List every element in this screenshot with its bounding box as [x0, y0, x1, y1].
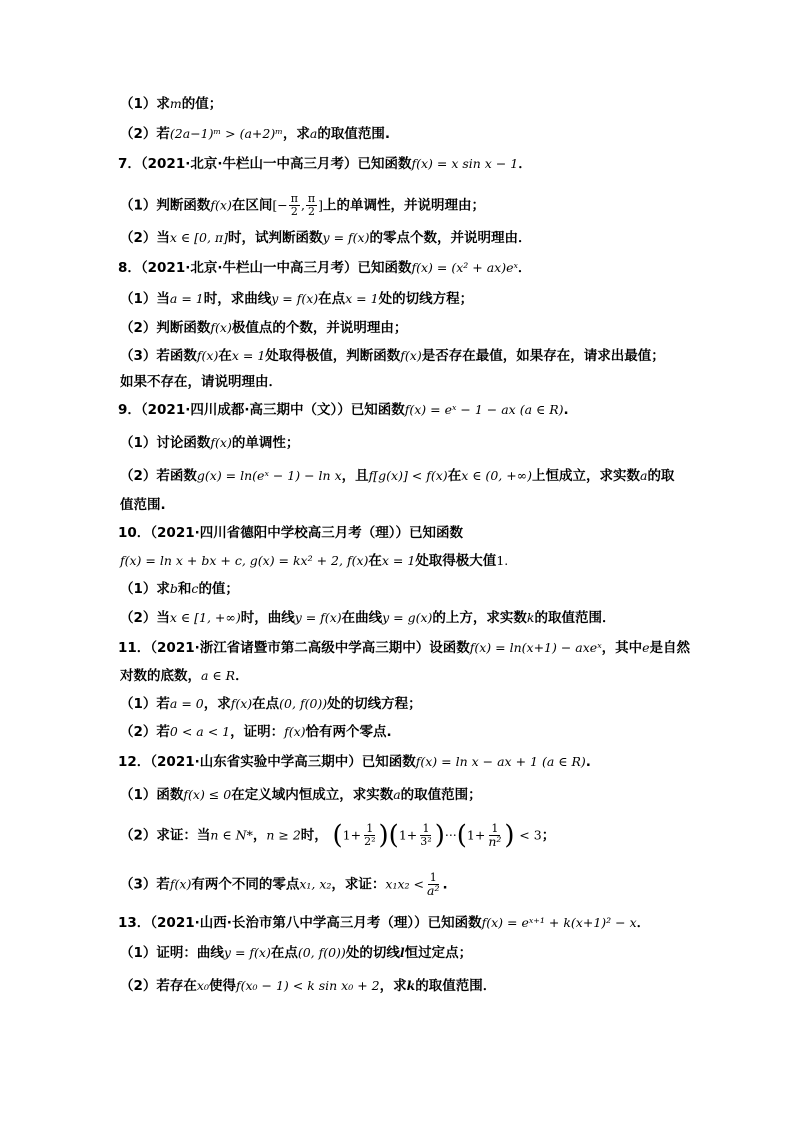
- q12-part3: [120, 872, 448, 897]
- text: 极值点的个数，并说明理由；: [231, 320, 408, 336]
- q8-part1: [120, 289, 473, 309]
- text: ，其中: [601, 640, 643, 656]
- math: a: [639, 468, 648, 483]
- question-title: 13．（2021·山西·长治市第八中学高三月考（理））已知函数: [118, 915, 482, 931]
- text: .: [563, 402, 569, 418]
- q10-part1: [120, 579, 239, 599]
- text: 在: [368, 553, 382, 569]
- text: 在区间: [231, 197, 273, 214]
- text: 的取值范围；: [400, 787, 482, 803]
- q10-function: [120, 551, 508, 571]
- text: 在: [218, 348, 232, 364]
- math: y = g(x): [382, 610, 433, 625]
- text: （2）若: [120, 126, 170, 142]
- text: 上恒成立，求实数: [531, 468, 640, 484]
- q9-part2: [120, 466, 674, 486]
- text: 是自然: [649, 640, 691, 656]
- question-title: 7．（2021·北京·牛栏山一中高三月考）已知函数: [118, 156, 412, 172]
- text: 对数的底数，: [120, 668, 201, 684]
- text: （2）当: [120, 230, 170, 246]
- text: （2）求证：当: [120, 827, 211, 844]
- text: 时，求曲线: [203, 291, 272, 307]
- math: y = f(x): [223, 945, 271, 960]
- text: （2）判断函数: [120, 320, 211, 336]
- math: x ∈ (0, +∞): [461, 468, 532, 483]
- text: .: [585, 754, 591, 770]
- q11-part1: [120, 694, 422, 714]
- fraction: $\frac{1}{\text{a²}}$: [427, 871, 440, 898]
- fraction: $\frac{\pi}{2}$: [290, 192, 298, 218]
- text: 处取得极大值: [415, 553, 497, 569]
- q7-part2: [120, 228, 531, 248]
- text: ．: [518, 156, 532, 172]
- q9-part1: [120, 433, 299, 453]
- text: 是否存在最值，如果存在，请求出最值；: [421, 348, 665, 364]
- math: b: [169, 581, 178, 596]
- math: f(x) ≤ 0: [183, 787, 232, 802]
- math: f(x) = ln x − ax + 1 (a ∈ R): [415, 754, 586, 769]
- math: k: [406, 978, 416, 993]
- text: 的取值范围．: [415, 978, 497, 994]
- text: 和: [177, 581, 192, 597]
- question-title: 11．（2021·浙江省诸暨市第二高级中学高三期中）设函数: [118, 640, 470, 656]
- fraction: $\frac{1}{\text{2²}}$: [364, 822, 376, 848]
- text: 恒过定点；: [404, 945, 473, 961]
- math: a ∈ R: [201, 668, 236, 683]
- text: 上的单调性，并说明理由；: [323, 197, 486, 214]
- q12-heading: [118, 752, 591, 772]
- text: （1）讨论函数: [120, 435, 211, 451]
- text: 恰有两个零点.: [305, 724, 392, 740]
- text: 如果不存在，请说明理由．: [120, 374, 282, 390]
- math: a: [309, 126, 318, 141]
- text: （1）当: [120, 291, 170, 307]
- text: ，证明：: [230, 724, 285, 740]
- text: 的单调性；: [231, 435, 300, 451]
- text: 在点: [318, 291, 346, 307]
- math: x₀: [196, 978, 209, 993]
- q6-part1: [120, 94, 222, 114]
- q10-heading: [118, 523, 463, 543]
- q8-part2: [120, 318, 407, 338]
- math: x₁x₂ <: [385, 876, 424, 892]
- math: k: [526, 610, 535, 625]
- q13-part2: [120, 976, 496, 996]
- math: f(x): [196, 348, 219, 363]
- math: f(x) = x sin x − 1: [411, 156, 519, 171]
- text: 使得: [208, 978, 236, 994]
- math: < 3: [519, 827, 542, 843]
- q8-part3-cont: [120, 372, 282, 392]
- math: f(x): [169, 876, 192, 892]
- math: ]: [318, 197, 324, 213]
- text: 时，试判断函数: [228, 230, 323, 246]
- q13-heading: [118, 913, 650, 933]
- text: ，且: [341, 468, 369, 484]
- text: 在: [447, 468, 462, 484]
- math: x = 1: [345, 291, 379, 306]
- q10-part2: [120, 608, 616, 628]
- text: 在点: [252, 696, 280, 712]
- text: 在定义域内恒成立，求实数: [231, 787, 394, 803]
- text: ．: [235, 668, 249, 684]
- text: 处取得极值，判断函数: [265, 348, 401, 364]
- q11-part2: [120, 722, 392, 742]
- text: （2）若函数: [120, 468, 197, 484]
- math: n ∈ N*: [210, 827, 253, 843]
- math: f(x₀ − 1) < k sin x₀ + 2: [235, 978, 380, 993]
- math: f(x): [210, 435, 232, 450]
- text: .: [442, 876, 448, 893]
- math: f(x): [210, 197, 232, 213]
- math: 1.: [496, 553, 509, 568]
- math: g(x) = ln(eˣ − 1) − ln x: [196, 468, 342, 483]
- math: n ≥ 2: [266, 827, 301, 843]
- text: 时，: [300, 827, 328, 844]
- text: ，求: [379, 978, 407, 994]
- math: m: [169, 96, 182, 111]
- math: e: [642, 640, 650, 655]
- text: ．: [636, 915, 651, 931]
- q7-heading: [118, 154, 532, 174]
- text: （2）当: [120, 610, 170, 626]
- math: x ∈ [1, +∞): [169, 610, 241, 625]
- math: x₁, x₂: [299, 876, 332, 892]
- fraction: $\frac{\pi}{2}$: [307, 192, 316, 218]
- math: a = 0: [169, 696, 204, 711]
- text: 的值；: [181, 96, 223, 112]
- question-title: 9．（2021·四川成都·高三期中（文））已知函数: [118, 402, 405, 418]
- text: ，求: [203, 696, 231, 712]
- math: f(x): [230, 696, 253, 711]
- text: （1）若: [120, 696, 170, 712]
- math: f(x) = eˣ − 1 − ax (a ∈ R): [404, 402, 564, 417]
- math: f(x) = ln x + bx + c, g(x) = kx² + 2, f(x): [120, 553, 369, 568]
- math: ,: [300, 197, 305, 213]
- text: 值范围.: [120, 497, 166, 513]
- text: ；: [541, 827, 556, 844]
- math: (0, f(0)): [297, 945, 346, 960]
- math: (0, f(0)): [279, 696, 328, 711]
- fraction: $\frac{1}{\text{3²}}$: [420, 822, 432, 848]
- text: ，求证：: [331, 876, 386, 893]
- text: 在曲线: [341, 610, 383, 626]
- q8-part3: [120, 346, 665, 366]
- text: 在点: [270, 945, 298, 961]
- math: (2a−1)ᵐ > (a+2)ᵐ: [169, 126, 283, 141]
- math: x = 1: [231, 348, 266, 363]
- text: ．: [517, 260, 532, 276]
- text: （1）函数: [120, 787, 184, 803]
- question-title: 12．（2021·山东省实验中学高三期中）已知函数: [118, 754, 416, 770]
- math: y = f(x): [294, 610, 342, 625]
- q7-part1: [120, 193, 485, 218]
- q11-heading: [118, 638, 690, 658]
- text: 处的切线方程；: [378, 291, 474, 307]
- text: 处的切线: [345, 945, 400, 961]
- q12-part1: [120, 785, 482, 805]
- q6-part2: [120, 124, 390, 144]
- fraction: $\frac{1}{\text{n²}}$: [488, 822, 502, 849]
- text: ，: [252, 827, 267, 844]
- text: 的值；: [198, 581, 239, 597]
- math: f[g(x)] < f(x): [368, 468, 448, 483]
- text: （1）求: [120, 96, 170, 112]
- math: a: [393, 787, 401, 802]
- math: f(x): [210, 320, 232, 335]
- text: （2）若: [120, 724, 170, 740]
- math: y = f(x): [322, 230, 370, 245]
- text: 的上方，求实数: [432, 610, 527, 626]
- text: 时，曲线: [240, 610, 295, 626]
- q12-part2: （2）求证：当n ∈ N*，n ≥ 2时， (1+ $\frac{1}{\text{2²}}$ )(1+ $\frac{1}{\text{3²}}$ )···(1+ $\frac{1}{\text{n²}}$ ) < 3；: [120, 820, 556, 851]
- math: f(x): [284, 724, 306, 739]
- text: 的取值范围．: [534, 610, 616, 626]
- math: f(x) = ln(x+1) − axeˣ: [469, 640, 602, 655]
- text: （2）若存在: [120, 978, 197, 994]
- math: 0 < a < 1: [169, 724, 231, 739]
- math: x = 1: [381, 553, 416, 568]
- text: 处的切线方程；: [327, 696, 422, 712]
- text: （1）求: [120, 581, 170, 597]
- text: （1）证明：曲线: [120, 945, 224, 961]
- q9-part2-cont: [120, 495, 166, 515]
- q11-heading-cont: [120, 666, 249, 686]
- math: l: [399, 945, 405, 960]
- math: y = f(x): [271, 291, 319, 306]
- text: （1）判断函数: [120, 197, 211, 214]
- text: （3）若函数: [120, 348, 197, 364]
- math: f(x) = eˣ⁺¹ + k(x+1)² − x: [481, 915, 637, 930]
- text: 有两个不同的零点: [191, 876, 300, 893]
- math: f(x): [400, 348, 422, 363]
- q13-part1: [120, 943, 472, 963]
- math: a = 1: [169, 291, 204, 306]
- math: f(x) = (x² + ax)eˣ: [411, 260, 518, 275]
- text: 的零点个数，并说明理由．: [369, 230, 532, 246]
- question-title: 8．（2021·北京·牛栏山一中高三月考）已知函数: [118, 260, 412, 276]
- text: （3）若: [120, 876, 170, 893]
- math: [−: [272, 197, 288, 213]
- text: 的取: [647, 468, 675, 484]
- q9-heading: [118, 400, 569, 420]
- text: ，求: [282, 126, 310, 142]
- q8-heading: [118, 258, 531, 278]
- question-title: 10．（2021·四川省德阳中学校高三月考（理））已知函数: [118, 525, 463, 541]
- text: 的取值范围.: [317, 126, 390, 142]
- math: x ∈ [0, π]: [169, 230, 229, 245]
- math: c: [191, 581, 199, 596]
